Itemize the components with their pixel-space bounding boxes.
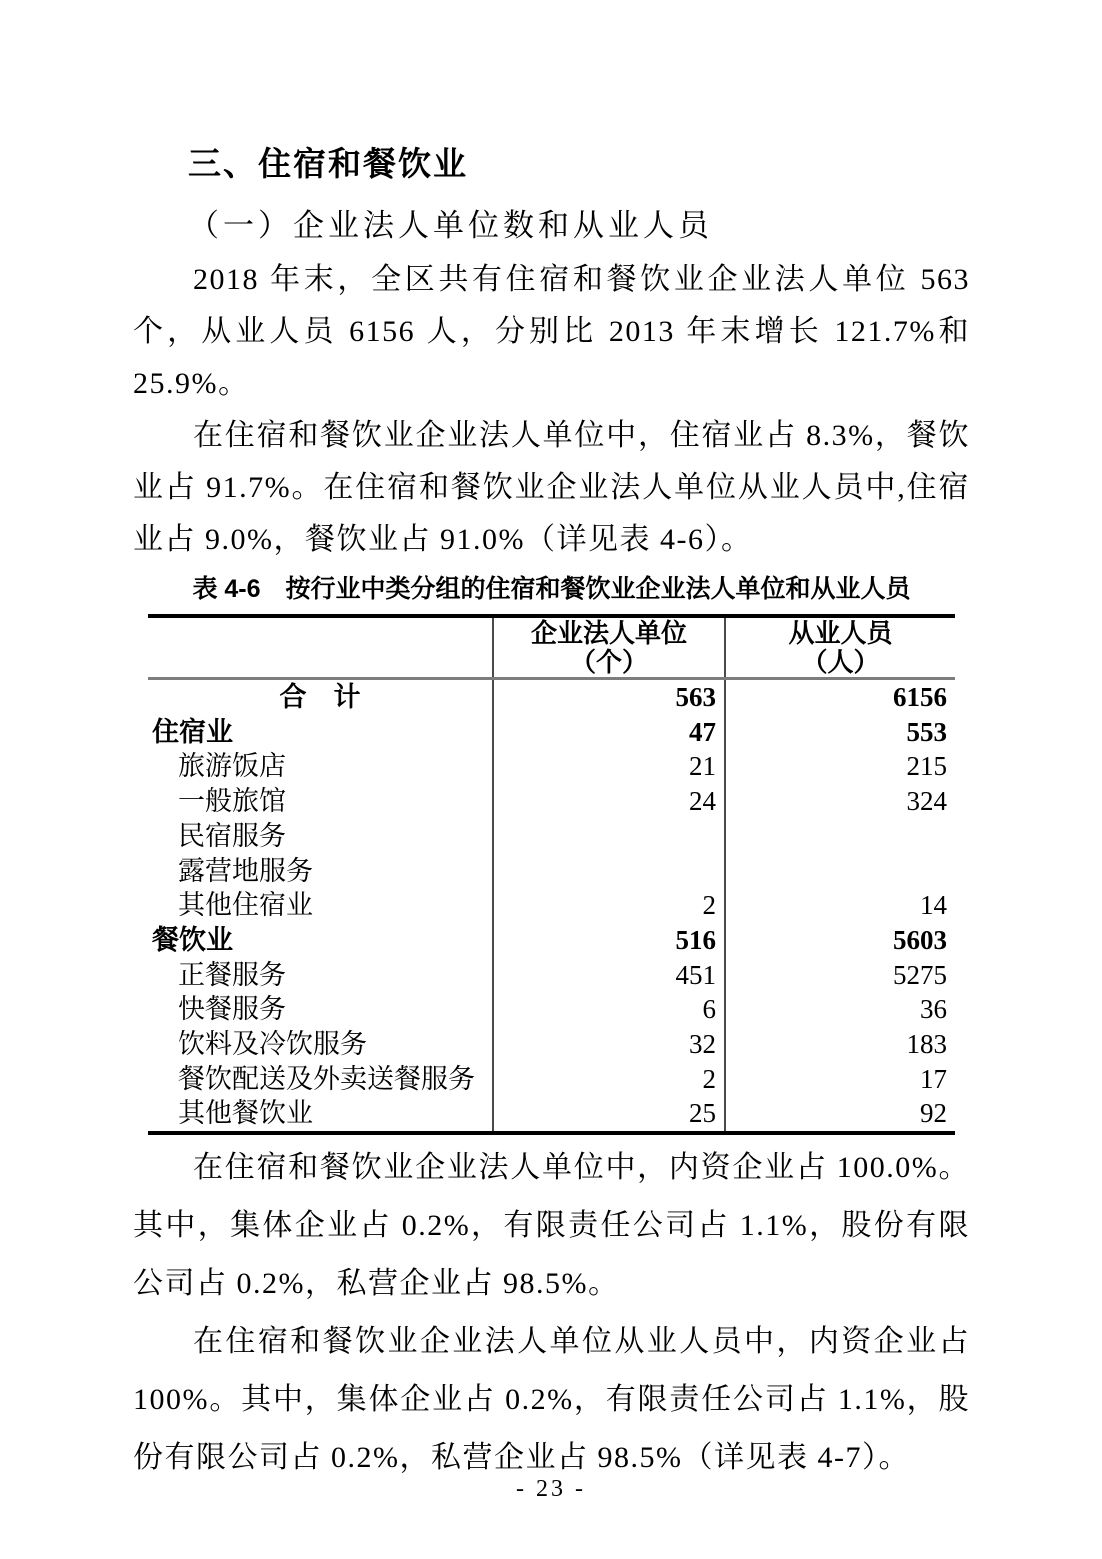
row-units-value: 25	[493, 1096, 725, 1133]
row-label: 餐饮业	[148, 923, 493, 958]
row-units-value: 563	[493, 679, 725, 715]
row-persons-value: 215	[906, 751, 947, 782]
row-units-value: 32	[493, 1027, 725, 1062]
row-label: 其他餐饮业	[148, 1096, 493, 1133]
row-label: 其他住宿业	[148, 888, 493, 923]
table-row	[148, 992, 955, 1027]
row-persons-value: 14	[920, 890, 947, 921]
row-units-value: 21	[493, 749, 725, 784]
header-indicator-blank	[148, 616, 493, 679]
table-row	[148, 958, 955, 993]
table-row	[148, 679, 955, 715]
row-units-value: 24	[493, 784, 725, 819]
row-persons-value: 92	[920, 1098, 947, 1129]
row-label: 餐饮配送及外卖送餐服务	[148, 1062, 493, 1097]
table-row	[148, 784, 955, 819]
row-persons-value: 36	[920, 994, 947, 1025]
page-number: - 23 -	[516, 1476, 586, 1502]
row-label: 民宿服务	[148, 819, 493, 854]
table-header-row	[148, 616, 955, 679]
row-label: 旅游饭店	[148, 749, 493, 784]
row-units-value: 6	[493, 992, 725, 1027]
table-row	[148, 715, 955, 750]
paragraph-persons-ownership: 在住宿和餐饮业企业法人单位从业人员中，内资企业占 100%。其中，集体企业占 0.2%，有限责任公司占 1.1%，股份有限公司占 0.2%，私营企业占 98.5%（详见表 4-7）。	[133, 1325, 970, 1475]
row-units-value: 2	[493, 888, 725, 923]
header-employed-persons-line2: （人）	[801, 646, 880, 677]
table-row	[148, 923, 955, 958]
header-employed-persons-line1: 从业人员	[788, 617, 893, 648]
row-units-value: 516	[493, 923, 725, 958]
row-persons-value	[725, 819, 955, 854]
row-label: 一般旅馆	[148, 784, 493, 819]
row-label: 合 计	[148, 679, 493, 715]
table-row	[148, 1027, 955, 1062]
header-legal-entities-line2: （个）	[569, 646, 648, 677]
row-label: 快餐服务	[148, 992, 493, 1027]
row-label: 露营地服务	[148, 854, 493, 889]
table-row	[148, 888, 955, 923]
row-label: 正餐服务	[148, 958, 493, 993]
row-persons-value: 5603	[893, 924, 947, 955]
row-persons-value: 6156	[893, 682, 947, 712]
row-units-value: 2	[493, 1062, 725, 1097]
row-persons-value: 324	[906, 786, 947, 817]
row-units-value: 47	[493, 715, 725, 750]
row-label: 饮料及冷饮服务	[148, 1027, 493, 1062]
table-row	[148, 749, 955, 784]
header-employed-persons	[725, 616, 955, 679]
row-persons-value: 5275	[893, 959, 947, 990]
row-units-value	[493, 854, 725, 889]
table-title: 表 4-6 按行业中类分组的住宿和餐饮业企业法人单位和从业人员	[192, 575, 911, 603]
section-heading: 三、住宿和餐饮业	[188, 145, 468, 182]
table-row	[148, 854, 955, 889]
row-units-value: 451	[493, 958, 725, 993]
row-persons-value	[725, 854, 955, 889]
header-legal-entities-line1: 企业法人单位	[530, 617, 687, 648]
sub-heading: （一）企业法人单位数和从业人员	[188, 208, 713, 243]
table-row	[148, 819, 955, 854]
page-content	[133, 0, 970, 1487]
row-label: 住宿业	[148, 715, 493, 750]
row-units-value	[493, 819, 725, 854]
paragraph-units-ownership: 在住宿和餐饮业企业法人单位中，内资企业占 100.0%。其中，集体企业占 0.2%，有限责任公司占 1.1%，股份有限公司占 0.2%，私营企业占 98.5%。	[133, 1151, 970, 1301]
table-row	[148, 1062, 955, 1097]
row-persons-value: 17	[920, 1063, 947, 1094]
paragraph-overview: 2018 年末，全区共有住宿和餐饮业企业法人单位 563 个，从业人员 6156 人，分别比 2013 年末增长 121.7%和 25.9%。	[133, 263, 970, 400]
paragraph-industry-shares: 在住宿和餐饮业企业法人单位中，住宿业占 8.3%，餐饮业占 91.7%。在住宿和餐饮业企业法人单位从业人员中,住宿业占 9.0%，餐饮业占 91.0%（详见表 4-6）。	[133, 419, 970, 556]
table-4-6	[148, 614, 955, 1135]
header-legal-entities	[493, 616, 725, 679]
row-persons-value: 183	[906, 1029, 947, 1060]
table-row	[148, 1096, 955, 1133]
row-persons-value: 553	[906, 716, 947, 747]
